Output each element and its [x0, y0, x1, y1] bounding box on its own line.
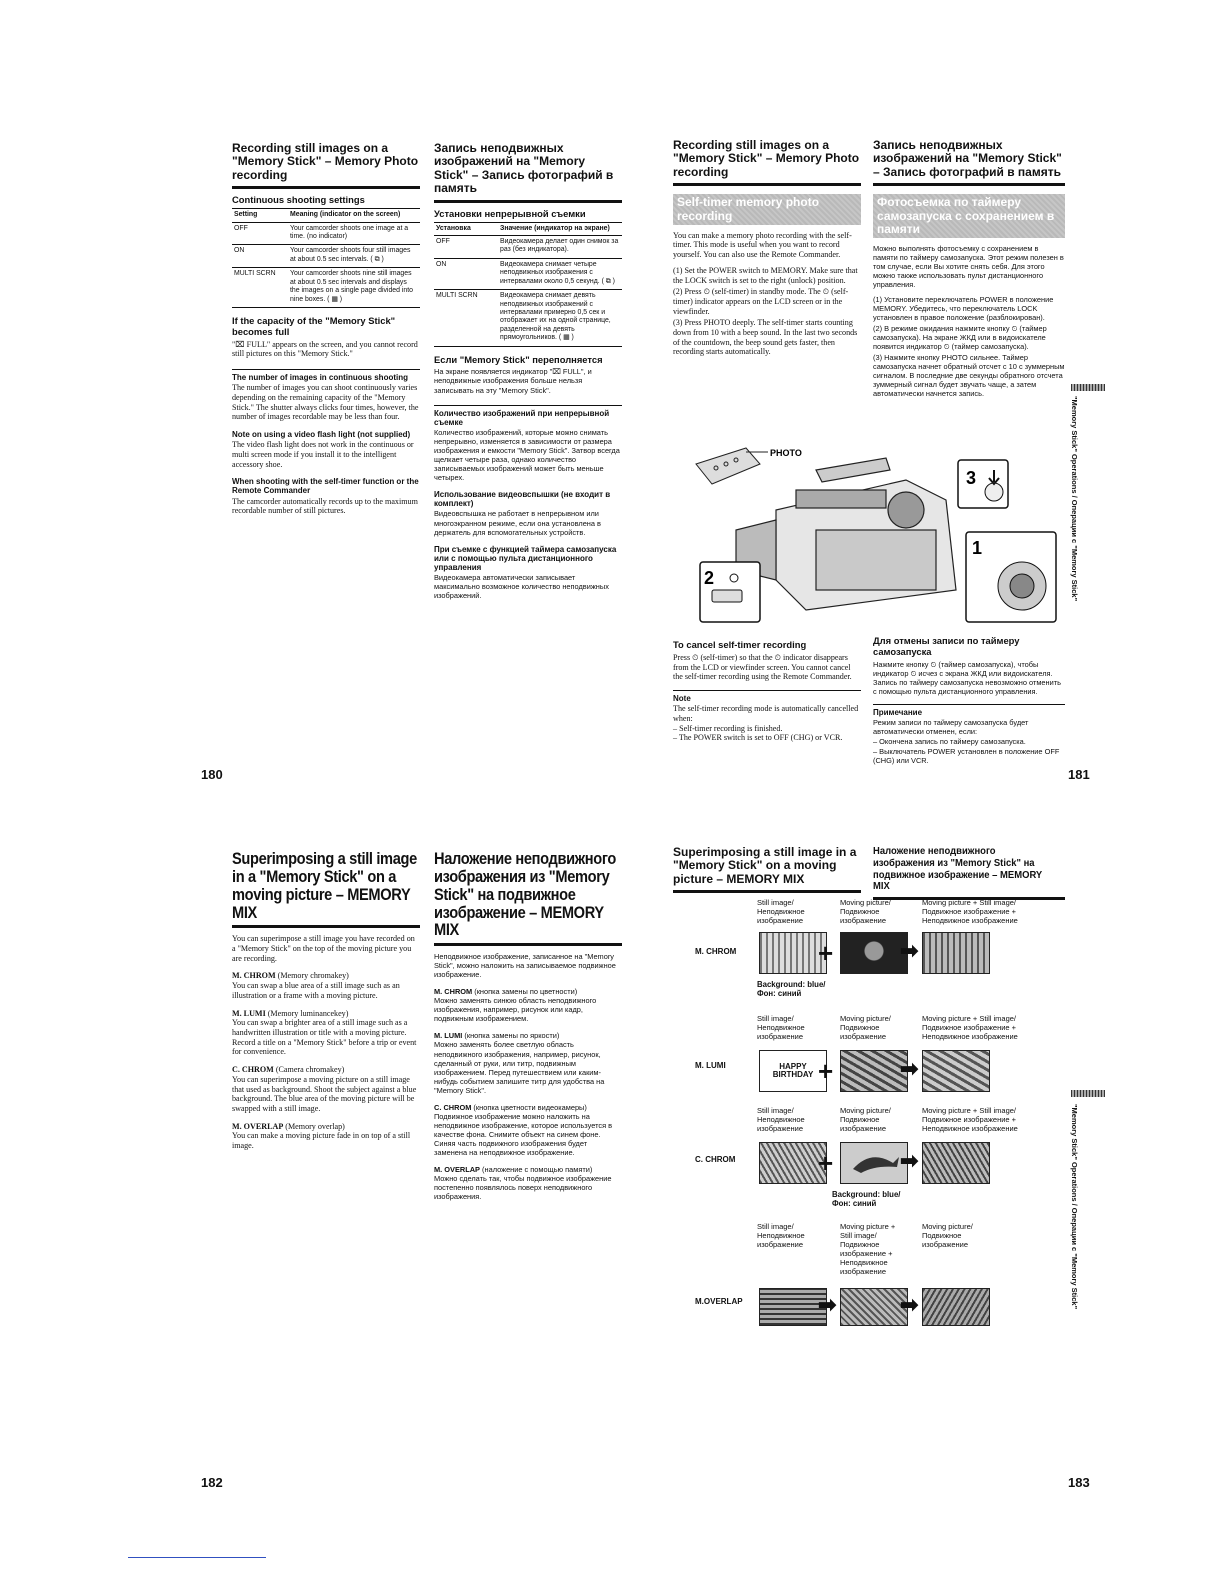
thumb-moving-dolphin [840, 1142, 908, 1184]
page183-ru-title: Наложение неподвижного изображения из "Memory Stick" на подвижное изображение – MEMORY MIX [873, 845, 1043, 893]
title-rule [232, 186, 420, 189]
row-label-c-chrom: C. CHROM [695, 1155, 736, 1164]
page-number: 181 [1068, 767, 1090, 782]
page180-ru-column [434, 142, 622, 601]
divider [434, 405, 622, 406]
arrow-right-icon: ➡ [900, 1056, 919, 1081]
sidebar-label: "Memory Stick" Operations / Операции с "Memory Stick" [1070, 1104, 1079, 1310]
count-body-ru: Количество изображений, которые можно снимать непрерывно, изменяется в зависимости от размера изображения и емкости "Memory Stick". Затвор всегда щелкает четыре раза, однако количество записываемых изображений может быть меньше четырех. [434, 427, 620, 483]
page-number: 183 [1068, 1475, 1090, 1490]
plus-icon: + [818, 1056, 834, 1086]
title-rule [873, 183, 1065, 186]
thumb-happy-birthday [759, 1050, 827, 1092]
table-row: OFF Your camcorder shoots one image at a time. (no indicator) [232, 222, 420, 245]
page181-en-title: Recording still images on a "Memory Stick" – Memory Photo recording [673, 138, 860, 179]
thumb-still [759, 1288, 827, 1326]
page180-en-column [232, 142, 420, 516]
full-body-en: "⌧ FULL" appears on the screen, and you cannot record still pictures on this "Memory Stick." [232, 339, 418, 359]
page181-ru-title: Запись неподвижных изображений на "Memory Stick" – Запись фотографий в память [873, 138, 1062, 179]
svg-text:1: 1 [972, 538, 983, 558]
title-rule [673, 890, 861, 893]
thumb-moving [922, 1288, 990, 1326]
thumb-moving-picture [840, 932, 908, 974]
page181-ru-column [873, 139, 1065, 400]
page180-ru-subtitle: Установки непрерывной съемки [434, 207, 586, 219]
thumb-moving-picture [840, 1050, 908, 1092]
callout-2 [700, 562, 760, 622]
result-label: Moving picture + Still image/ Подвижное изображение + Неподвижное изображение [922, 1014, 1018, 1041]
page183-en-title: Superimposing a still image in a "Memory Stick" on a moving picture – MEMORY MIX [673, 845, 857, 886]
full-heading-ru: Если "Memory Stick" переполняется [434, 353, 603, 365]
mix-item: M. CHROM (кнопка замены по цветности) Можно заменять синюю область неподвижного изображения, например, рисунок или кадр, подвижным изображением. [434, 987, 597, 1024]
note-item: – The POWER switch is set to OFF (CHG) or VCR. [673, 733, 843, 743]
page182-ru-title: Наложение неподвижного изображения из "Memory Stick" на подвижное изображение – MEMORY MIX [434, 849, 617, 940]
steps-en [673, 266, 861, 357]
mix-item: M. OVERLAP (наложение с помощью памяти) Можно сделать так, чтобы подвижное изображение постепенно появлялось поверх неподвижного изображения. [434, 1164, 612, 1201]
title-rule [232, 925, 420, 928]
step-item: (1) Установите переключатель POWER в положение MEMORY. Убедитесь, что переключатель LOCK установлен в правое положение (разблокирован). [873, 295, 1054, 323]
section-tab [1071, 384, 1105, 391]
intro-en: You can superimpose a still image you have recorded on a "Memory Stick" on the top of the moving picture you are recording. [232, 934, 415, 963]
moving-picture-label: Moving picture/ Подвижное изображение [922, 1222, 973, 1249]
plus-icon: + [818, 938, 834, 968]
divider [873, 704, 1065, 705]
remote-commander-icon [696, 448, 760, 484]
mix-item: M. LUMI (кнопка замены по яркости) Можно заменять более светлую область неподвижного изображения, например, рисунок, сделанный от руки, или титр, подвижным изображением. Перед путешествием или каким-нибудь событием запишите титр для удобства на "Memory Stick". [434, 1031, 605, 1095]
table-row: OFF Видеокамера делает один снимок за раз (без индикатора). [434, 235, 622, 258]
camcorder-illustration [676, 440, 1066, 635]
timer-body-en: The camcorder automatically records up to the maximum recordable number of still pictures. [232, 496, 418, 516]
flash-body-ru: Видеовспышка не работает в непрерывном или многоэкранном режиме, если она установлена в держатель для вспомогательных устройств. [434, 509, 601, 537]
full-body-ru: На экране появляется индикатор "⌧ FULL", и неподвижные изображения больше нельзя записывать на эту "Memory Stick". [434, 367, 592, 395]
page182-en-title: Superimposing a still image in a "Memory Stick" on a moving picture – MEMORY MIX [232, 849, 417, 922]
callout-3 [958, 460, 1008, 508]
mix-item: M. CHROM (Memory chromakey) You can swap a blue area of a still image such as an illustration or a frame with a moving picture. [232, 971, 400, 1000]
full-heading-en: If the capacity of the "Memory Stick" becomes full [232, 314, 396, 337]
step-item: (3) Нажмите кнопку PHOTO сильнее. Таймер самозапуска начнет обратный отсчет с 10 с зуммерным сигналом. В последние две секунды обратного отсчета зуммерный сигнал будет звучать чаще, а затем автоматически начнется запись. [873, 353, 1065, 399]
thumb-still-frame [759, 932, 827, 974]
thumb-still-landscape [759, 1142, 827, 1184]
title-rule [434, 200, 622, 203]
step-item: (2) В режиме ожидания нажмите кнопку ⏲ (таймер самозапуска). На экране ЖКД или в видоискателе появится индикатор ⏲ (таймер самозапуска). [873, 324, 1047, 352]
note-body-ru: Режим записи по таймеру самозапуска будет автоматически отменен, если: [873, 717, 1029, 736]
count-heading-ru: Количество изображений при непрерывной съемке [434, 408, 610, 427]
thumb-result [922, 1050, 990, 1092]
timer-heading-en: When shooting with the self-timer function or the Remote Commander [232, 477, 419, 496]
still-image-label: Still image/ Неподвижное изображение [757, 898, 805, 925]
arrow-right-icon: ➡ [900, 938, 919, 963]
table-row: ON Видеокамера снимает четыре неподвижных изображения с интервалами около 0,5 секунд. ( ⧉ ) [434, 258, 622, 289]
page183-ru-title-block [873, 846, 1065, 906]
page182-ru-column [434, 850, 622, 1201]
page181-ru-lower [873, 636, 1065, 766]
note-item: – Выключатель POWER установлен в положение OFF (CHG) или VCR. [873, 747, 1060, 766]
still-image-label: Still image/ Неподвижное изображение [757, 1106, 805, 1133]
cancel-body-ru: Нажмите кнопку ⏲ (таймер самозапуска), чтобы индикатор ⏲ исчез с экрана ЖКД или видоискателя. Запись по таймеру самозапуска невозможно отменить с помощью пульта дистанционного управления. [873, 659, 1061, 696]
continuous-settings-table-en [232, 208, 420, 308]
flash-heading-en: Note on using a video flash light (not supplied) [232, 429, 411, 439]
footer-link-line [128, 1557, 266, 1558]
svg-text:2: 2 [704, 568, 715, 588]
mix-item: C. CHROM (кнопка цветности видеокамеры) Подвижное изображение можно наложить на неподвижное изображение, которое используется в качестве фона. Снимите объект на синем фоне. Синяя часть подвижного изображения будет заменена на неподвижное изображение. [434, 1102, 613, 1157]
intro-ru: Можно выполнять фотосъемку с сохранением в памяти по таймеру самозапуска. Этот режим полезен в том случае, если Вы хотите снять себя. Для этого можно также использовать пульт дистанционного управления. [873, 243, 1064, 289]
thumb-result [922, 932, 990, 974]
title-rule [673, 183, 861, 186]
note-item: – Окончена запись по таймеру самозапуска. [873, 737, 1026, 746]
cancel-body-en: Press ⏲ (self-timer) so that the ⏲ indicator disappears from the LCD or viewfinder screen. You cannot cancel the self-timer recording using the Remote Commander. [673, 652, 852, 682]
mix-item: C. CHROM (Camera chromakey) You can superimpose a moving picture on a still image that used as background. Shoot the subject against a blue background. The blue area of the moving picture will be swapped with a still image. [232, 1065, 417, 1113]
moving-plus-still-label: Moving picture + Still image/ Подвижное изображение + Неподвижное изображение [840, 1222, 896, 1276]
table-header: Meaning (indicator on the screen) [288, 209, 420, 222]
note-item: – Self-timer recording is finished. [673, 723, 783, 733]
moving-picture-label: Moving picture/ Подвижное изображение [840, 898, 891, 925]
count-body-en: The number of images you can shoot continuously varies depending on the remaining capacity of the "Memory Stick." The shutter always clicks four times, however, the number of images recordable may be less than four. [232, 383, 419, 422]
note-body-en: The self-timer recording mode is automatically cancelled when: [673, 704, 859, 723]
thumb-result [922, 1142, 990, 1184]
result-label: Moving picture + Still image/ Подвижное изображение + Неподвижное изображение [922, 898, 1018, 925]
table-header: Setting [232, 209, 288, 222]
photo-label: PHOTO [770, 448, 802, 458]
row-label-m-overlap: M.OVERLAP [695, 1297, 743, 1306]
row-label-m-chrom: M. CHROM [695, 947, 737, 956]
arrow-right-icon: ➡ [900, 1292, 919, 1317]
divider [232, 369, 420, 370]
page180-en-title: Recording still images on a "Memory Stick" – Memory Photo recording [232, 141, 419, 182]
background-blue-label: Background: blue/ Фон: синий [832, 1190, 901, 1209]
page-number: 180 [201, 767, 223, 782]
table-row: MULTI SCRN Your camcorder shoots nine still images at about 0.5 sec intervals and displays the images on a single page divided into nine boxes. ( ▦ ) [232, 268, 420, 308]
background-blue-label: Background: blue/ Фон: синий [757, 980, 826, 999]
divider [673, 690, 861, 691]
result-label: Moving picture + Still image/ Подвижное изображение + Неподвижное изображение [922, 1106, 1018, 1133]
title-rule [434, 943, 622, 946]
plus-icon: + [818, 1148, 834, 1178]
note-heading-en: Note [673, 693, 691, 703]
page181-en-column [673, 139, 861, 359]
mix-item: M. OVERLAP (Memory overlap) You can make a moving picture fade in on top of a still image. [232, 1121, 411, 1151]
still-image-label: Still image/ Неподвижное изображение [757, 1222, 805, 1249]
cancel-heading-en: To cancel self-timer recording [673, 639, 807, 650]
happy-birthday-text: HAPPY BIRTHDAY [772, 1061, 814, 1079]
thumb-fading [840, 1288, 908, 1326]
dolphin-icon [841, 1143, 907, 1183]
svg-text:3: 3 [966, 468, 977, 488]
self-timer-banner-en: Self-timer memory photo recording [673, 194, 861, 224]
intro-en: You can make a memory photo recording with the self-timer. This mode is useful when you want to record yourself. You can also use the Remote Commander. [673, 230, 852, 260]
step-item: (3) Press PHOTO deeply. The self-timer starts counting down from 10 with a beep sound. In the last two seconds of the countdown, the beep sound gets faster, then recording starts automatically. [673, 318, 858, 357]
flash-body-en: The video flash light does not work in the continuous or multi screen mode if you install it to the intelligent accessory shoe. [232, 440, 414, 469]
arrow-right-icon: ➡ [818, 1292, 837, 1317]
callout-1 [966, 532, 1056, 622]
table-header: Установка [434, 222, 498, 235]
camcorder-body-icon [736, 458, 956, 610]
page183-en-title-block [673, 846, 861, 899]
intro-ru: Неподвижное изображение, записанное на "Memory Stick", можно наложить на записываемое подвижное изображение. [434, 952, 616, 980]
page-number: 182 [201, 1475, 223, 1490]
row-label-m-lumi: M. LUMI [695, 1061, 726, 1070]
sidebar-label: "Memory Stick" Operations / Операции с "Memory Stick" [1070, 396, 1079, 602]
timer-heading-ru: При съемке с функцией таймера самозапуска или с помощью пульта дистанционного управления [434, 544, 617, 572]
flash-heading-ru: Использование видеовспышки (не входит в комплект) [434, 490, 611, 509]
arrow-right-icon: ➡ [900, 1148, 919, 1173]
table-row: ON Your camcorder shoots four still images at about 0.5 sec intervals. ( ⧉ ) [232, 245, 420, 268]
page180-ru-title: Запись неподвижных изображений на "Memory Stick" – Запись фотографий в память [434, 141, 614, 196]
timer-body-ru: Видеокамера автоматически записывает максимально возможное количество неподвижных изображений. [434, 573, 609, 601]
mix-item: M. LUMI (Memory luminancekey) You can swap a brighter area of a still image such as a handwritten illustration or title with a moving picture. Record a title on a "Memory Stick" before a trip or event for convenience. [232, 1008, 417, 1057]
note-heading-ru: Примечание [873, 707, 923, 717]
moving-picture-label: Moving picture/ Подвижное изображение [840, 1106, 891, 1133]
step-item: (2) Press ⏲ (self-timer) in standby mode. The ⏲ (self-timer) indicator appears on the LCD screen or in the viewfinder. [673, 287, 849, 316]
step-item: (1) Set the POWER switch to MEMORY. Make sure that the LOCK switch is set to the right (unlock) position. [673, 265, 858, 285]
page182-en-column [232, 850, 420, 1151]
continuous-settings-table-ru [434, 222, 622, 347]
moving-picture-label: Moving picture/ Подвижное изображение [840, 1014, 891, 1041]
self-timer-banner-ru: Фотосъемка по таймеру самозапуска с сохранением в памяти [873, 194, 1065, 238]
page180-en-subtitle: Continuous shooting settings [232, 194, 365, 206]
cancel-heading-ru: Для отмены записи по таймеру самозапуска [873, 635, 1020, 657]
table-row: MULTI SCRN Видеокамера снимает девять неподвижных изображений с интервалами примерно 0,5 сек и отображает их на одной странице, разделенной на девять прямоугольников. ( ▦ ) [434, 290, 622, 347]
steps-ru [873, 295, 1065, 398]
still-image-label: Still image/ Неподвижное изображение [757, 1014, 805, 1041]
table-header: Значение (индикатор на экране) [498, 222, 622, 235]
page181-en-lower [673, 640, 861, 743]
section-tab [1071, 1090, 1105, 1097]
count-heading-en: The number of images in continuous shooting [232, 372, 408, 382]
